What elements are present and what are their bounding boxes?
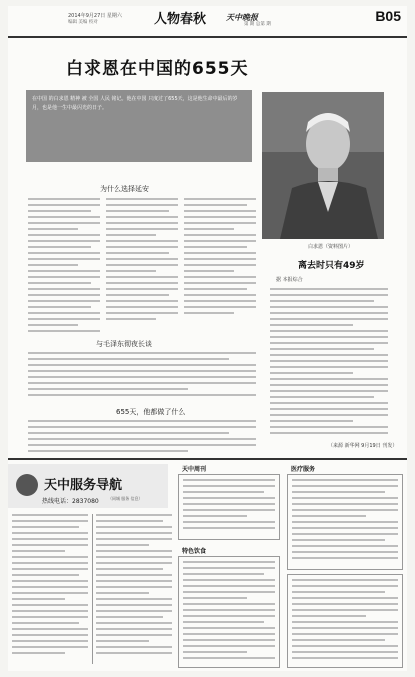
section-heading: 为什么选择延安 — [100, 185, 149, 193]
column-divider — [92, 514, 93, 664]
article-headline: 白求恩在中国的655天 — [66, 59, 249, 79]
service-logo-icon — [16, 474, 38, 496]
section-heading: 655天，他都做了什么 — [116, 408, 186, 416]
classified-column — [96, 514, 172, 658]
header-rule — [8, 36, 407, 38]
listing-box-heading: 天中周刊 — [182, 466, 207, 473]
body-text-column — [28, 198, 100, 336]
page-number: B05 — [375, 8, 401, 24]
article-lead-box — [26, 90, 252, 162]
listing-box — [287, 574, 403, 668]
photo-caption: 白求恩（资料图片） — [308, 244, 354, 250]
body-text-block — [28, 352, 256, 400]
body-text-column — [106, 198, 178, 324]
service-guide-banner — [8, 464, 168, 508]
listing-lines — [292, 579, 398, 663]
newspaper-page — [8, 6, 407, 671]
listing-lines — [183, 561, 275, 663]
listing-box-heading: 特色饮食 — [182, 548, 207, 555]
article-lead: 在中国 的白求恩 精神 被 全国 人民 铭记。他在中国 只度过了655天，这是他生命中最后的岁月，也是他一生中最闪光的日子。 — [32, 96, 238, 111]
listing-lines — [292, 479, 398, 563]
portrait-photo — [262, 92, 384, 239]
side-article-text — [270, 288, 388, 438]
service-guide-title: 天中服务导航 — [44, 478, 123, 493]
page-header — [8, 6, 407, 40]
service-note: （同城 服务 信息） — [108, 496, 143, 501]
listing-box — [178, 556, 280, 668]
column-title: 人物春秋 — [154, 12, 207, 27]
listing-box — [178, 474, 280, 540]
issue-date: 2014年9月27日 星期六 — [68, 13, 122, 19]
classified-column — [12, 514, 88, 658]
portrait-image — [262, 92, 384, 239]
service-guide-section — [8, 458, 407, 673]
service-phone: 热线电话：2837080 — [42, 498, 99, 505]
listing-lines — [183, 479, 275, 533]
body-text-column — [184, 198, 256, 318]
newspaper-name: 天中晚报 — [226, 12, 258, 22]
editor-line: 编辑 美编 校对 — [68, 20, 98, 25]
side-article-byline: 据 本报综合 — [276, 277, 303, 283]
listing-box — [287, 474, 403, 570]
side-article-source: （来源 新华网 9月19日 刊发） — [328, 443, 398, 449]
side-article-title: 离去时只有49岁 — [298, 261, 365, 271]
body-text-block — [28, 420, 256, 456]
section-heading: 与毛泽东彻夜长谈 — [96, 340, 152, 348]
issue-info: 第 期 总第 期 — [244, 22, 271, 27]
listing-box-heading: 医疗服务 — [291, 466, 316, 473]
